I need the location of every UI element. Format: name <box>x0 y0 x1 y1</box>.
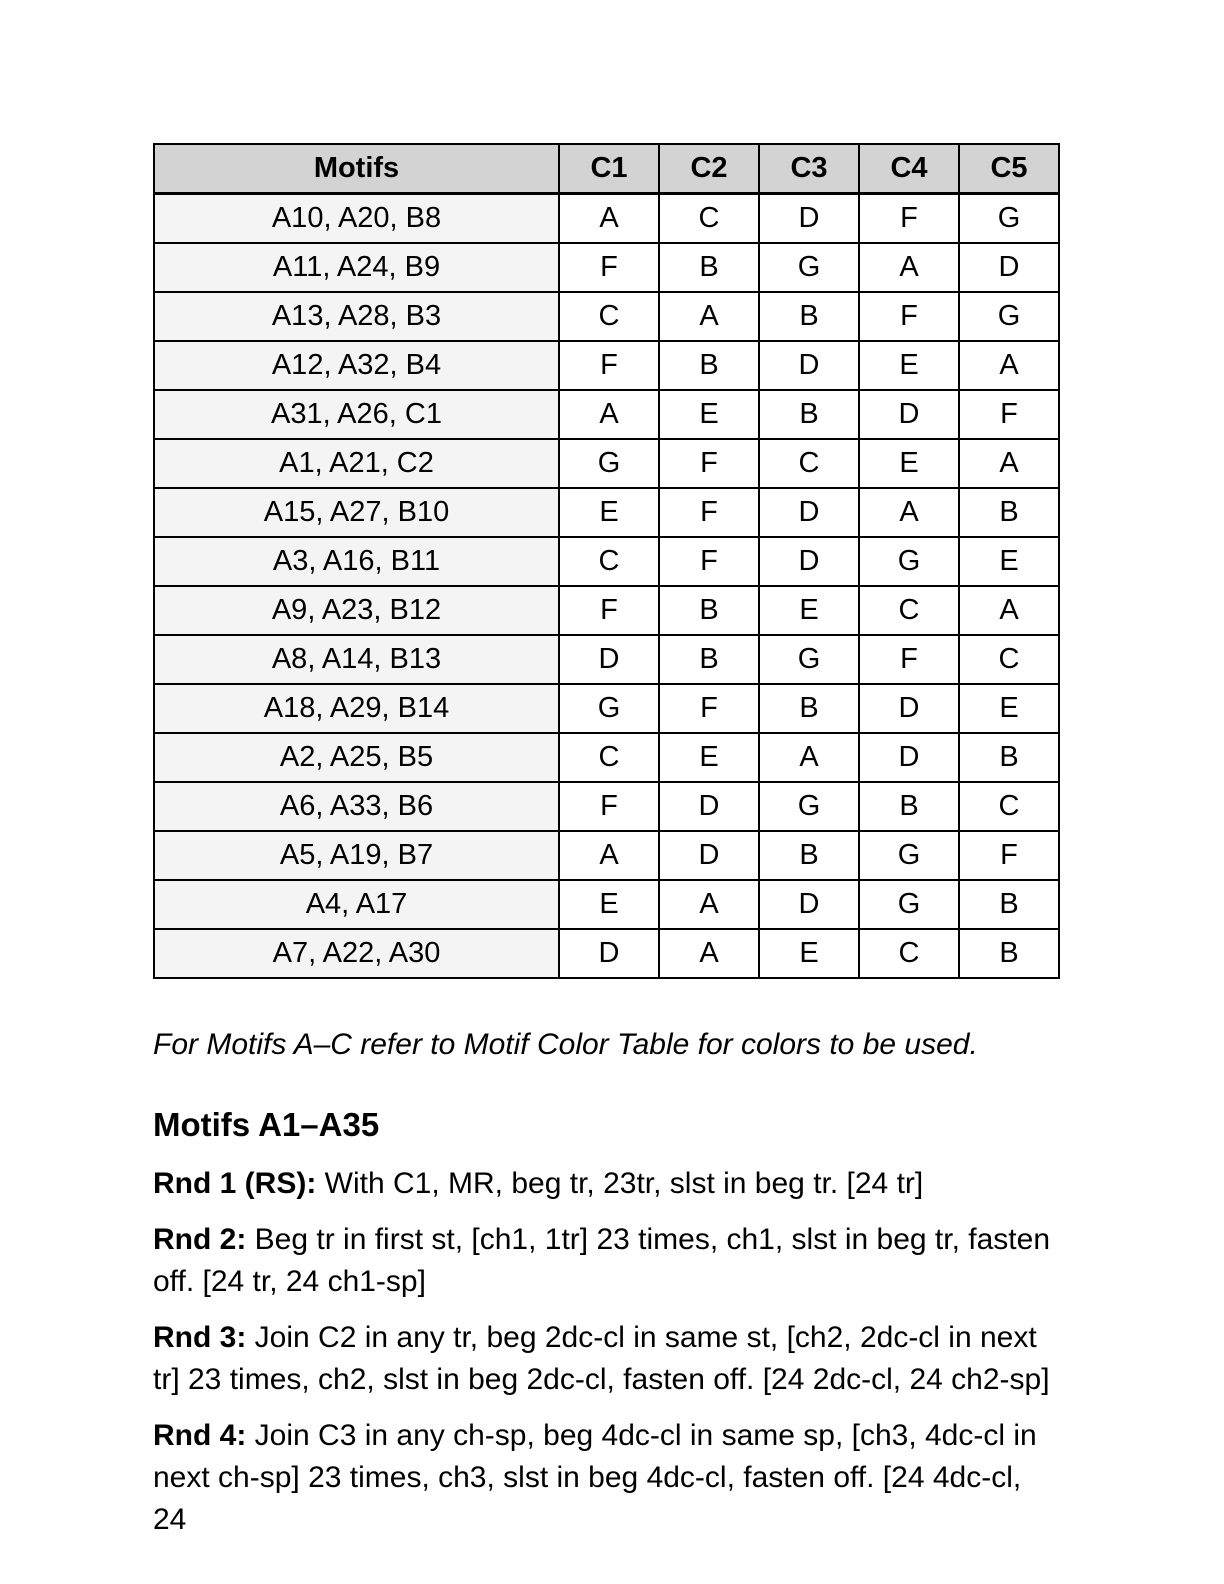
motif-cell: A3, A16, B11 <box>154 537 559 586</box>
color-value-cell: D <box>759 341 859 390</box>
color-value-cell: A <box>659 929 759 978</box>
motif-cell: A31, A26, C1 <box>154 390 559 439</box>
color-value-cell: D <box>559 635 659 684</box>
table-row <box>154 831 1059 880</box>
round-label: Rnd 4: <box>153 1419 247 1452</box>
motif-cell: A10, A20, B8 <box>154 194 559 244</box>
color-value-cell: C <box>559 292 659 341</box>
color-value-cell: B <box>659 341 759 390</box>
column-header-c4: C4 <box>859 144 959 194</box>
color-value-cell: F <box>959 390 1059 439</box>
motif-cell: A11, A24, B9 <box>154 243 559 292</box>
motif-cell: A18, A29, B14 <box>154 684 559 733</box>
color-value-cell: D <box>659 782 759 831</box>
color-value-cell: A <box>959 341 1059 390</box>
color-value-cell: B <box>759 292 859 341</box>
color-value-cell: B <box>759 684 859 733</box>
column-header-motifs: Motifs <box>154 144 559 194</box>
motif-cell: A4, A17 <box>154 880 559 929</box>
color-value-cell: G <box>859 831 959 880</box>
motif-cell: A1, A21, C2 <box>154 439 559 488</box>
color-value-cell: A <box>559 831 659 880</box>
color-value-cell: F <box>559 341 659 390</box>
color-value-cell: D <box>759 537 859 586</box>
motif-cell: A6, A33, B6 <box>154 782 559 831</box>
motif-cell: A2, A25, B5 <box>154 733 559 782</box>
color-value-cell: F <box>659 537 759 586</box>
table-row <box>154 341 1059 390</box>
round-label: Rnd 2: <box>153 1223 247 1256</box>
table-row <box>154 243 1059 292</box>
color-value-cell: D <box>759 880 859 929</box>
table-row <box>154 439 1059 488</box>
color-value-cell: C <box>759 439 859 488</box>
round-text: Join C2 in any tr, beg 2dc-cl in same st, [ch2, 2dc-cl in next tr] 23 times, ch2, slst in beg 2dc-cl, fasten off. [24 2dc-cl, 24 ch2-sp] <box>153 1321 1050 1396</box>
color-value-cell: C <box>859 929 959 978</box>
color-value-cell: B <box>859 782 959 831</box>
color-value-cell: E <box>859 439 959 488</box>
color-value-cell: B <box>959 488 1059 537</box>
color-value-cell: F <box>659 488 759 537</box>
color-value-cell: G <box>959 292 1059 341</box>
color-value-cell: E <box>659 733 759 782</box>
color-value-cell: A <box>759 733 859 782</box>
color-value-cell: E <box>759 929 859 978</box>
table-row <box>154 733 1059 782</box>
table-header-row <box>154 144 1059 194</box>
motif-cell: A5, A19, B7 <box>154 831 559 880</box>
table-row <box>154 684 1059 733</box>
table-row <box>154 292 1059 341</box>
motif-cell: A15, A27, B10 <box>154 488 559 537</box>
note-text: For Motifs A–C refer to Motif Color Table for colors to be used. <box>153 1028 978 1061</box>
round-text: With C1, MR, beg tr, 23tr, slst in beg tr. [24 tr] <box>316 1167 924 1200</box>
color-value-cell: D <box>859 684 959 733</box>
motif-cell: A9, A23, B12 <box>154 586 559 635</box>
color-value-cell: A <box>559 390 659 439</box>
round-instruction-4 <box>153 1415 1058 1541</box>
color-value-cell: B <box>759 390 859 439</box>
color-value-cell: D <box>859 733 959 782</box>
color-value-cell: C <box>559 537 659 586</box>
round-text: Beg tr in first st, [ch1, 1tr] 23 times, ch1, slst in beg tr, fasten off. [24 tr, 24 ch1-sp] <box>153 1223 1050 1298</box>
color-value-cell: C <box>959 635 1059 684</box>
table-row <box>154 390 1059 439</box>
color-value-cell: E <box>659 390 759 439</box>
color-value-cell: B <box>959 880 1059 929</box>
round-instruction-1 <box>153 1163 1058 1205</box>
color-value-cell: F <box>859 194 959 244</box>
color-value-cell: A <box>659 292 759 341</box>
color-value-cell: F <box>559 586 659 635</box>
column-header-c3: C3 <box>759 144 859 194</box>
color-value-cell: C <box>559 733 659 782</box>
table-row <box>154 880 1059 929</box>
color-value-cell: B <box>659 243 759 292</box>
color-value-cell: D <box>959 243 1059 292</box>
motif-cell: A7, A22, A30 <box>154 929 559 978</box>
color-value-cell: C <box>659 194 759 244</box>
round-label: Rnd 3: <box>153 1321 247 1354</box>
table-row <box>154 537 1059 586</box>
color-value-cell: D <box>659 831 759 880</box>
color-value-cell: C <box>959 782 1059 831</box>
section-heading: Motifs A1–A35 <box>153 1106 380 1143</box>
color-value-cell: G <box>759 782 859 831</box>
color-value-cell: G <box>959 194 1059 244</box>
table-row <box>154 194 1059 244</box>
column-header-c1: C1 <box>559 144 659 194</box>
color-value-cell: A <box>859 488 959 537</box>
color-value-cell: F <box>659 684 759 733</box>
color-value-cell: F <box>559 782 659 831</box>
color-value-cell: B <box>959 929 1059 978</box>
motif-cell: A8, A14, B13 <box>154 635 559 684</box>
column-header-c5: C5 <box>959 144 1059 194</box>
table-row <box>154 488 1059 537</box>
color-value-cell: A <box>659 880 759 929</box>
color-value-cell: E <box>859 341 959 390</box>
color-value-cell: A <box>859 243 959 292</box>
table-row <box>154 929 1059 978</box>
color-value-cell: E <box>759 586 859 635</box>
color-value-cell: E <box>559 488 659 537</box>
round-instruction-3 <box>153 1317 1058 1401</box>
round-text: Join C3 in any ch-sp, beg 4dc-cl in same sp, [ch3, 4dc-cl in next ch-sp] 23 times, ch3, slst in beg 4dc-cl, fasten off. [24 4dc-cl, 24 <box>153 1419 1037 1536</box>
column-header-c2: C2 <box>659 144 759 194</box>
color-value-cell: A <box>559 194 659 244</box>
table-row <box>154 782 1059 831</box>
color-value-cell: C <box>859 586 959 635</box>
table-row <box>154 635 1059 684</box>
color-value-cell: B <box>759 831 859 880</box>
color-value-cell: F <box>859 292 959 341</box>
color-value-cell: E <box>559 880 659 929</box>
color-value-cell: A <box>959 439 1059 488</box>
color-value-cell: B <box>659 635 759 684</box>
color-value-cell: D <box>759 488 859 537</box>
color-value-cell: G <box>559 439 659 488</box>
color-value-cell: G <box>559 684 659 733</box>
color-value-cell: G <box>859 537 959 586</box>
motif-cell: A13, A28, B3 <box>154 292 559 341</box>
color-value-cell: D <box>759 194 859 244</box>
color-value-cell: F <box>659 439 759 488</box>
motif-color-assignment-table <box>153 143 1060 979</box>
color-value-cell: B <box>959 733 1059 782</box>
color-value-cell: G <box>759 243 859 292</box>
color-value-cell: G <box>759 635 859 684</box>
color-value-cell: A <box>959 586 1059 635</box>
table-row <box>154 586 1059 635</box>
color-value-cell: E <box>959 537 1059 586</box>
color-value-cell: G <box>859 880 959 929</box>
round-instruction-2 <box>153 1219 1058 1303</box>
color-value-cell: F <box>559 243 659 292</box>
color-value-cell: F <box>859 635 959 684</box>
color-value-cell: D <box>559 929 659 978</box>
color-value-cell: F <box>959 831 1059 880</box>
color-value-cell: D <box>859 390 959 439</box>
color-value-cell: B <box>659 586 759 635</box>
motif-cell: A12, A32, B4 <box>154 341 559 390</box>
round-label: Rnd 1 (RS): <box>153 1167 317 1200</box>
color-value-cell: E <box>959 684 1059 733</box>
